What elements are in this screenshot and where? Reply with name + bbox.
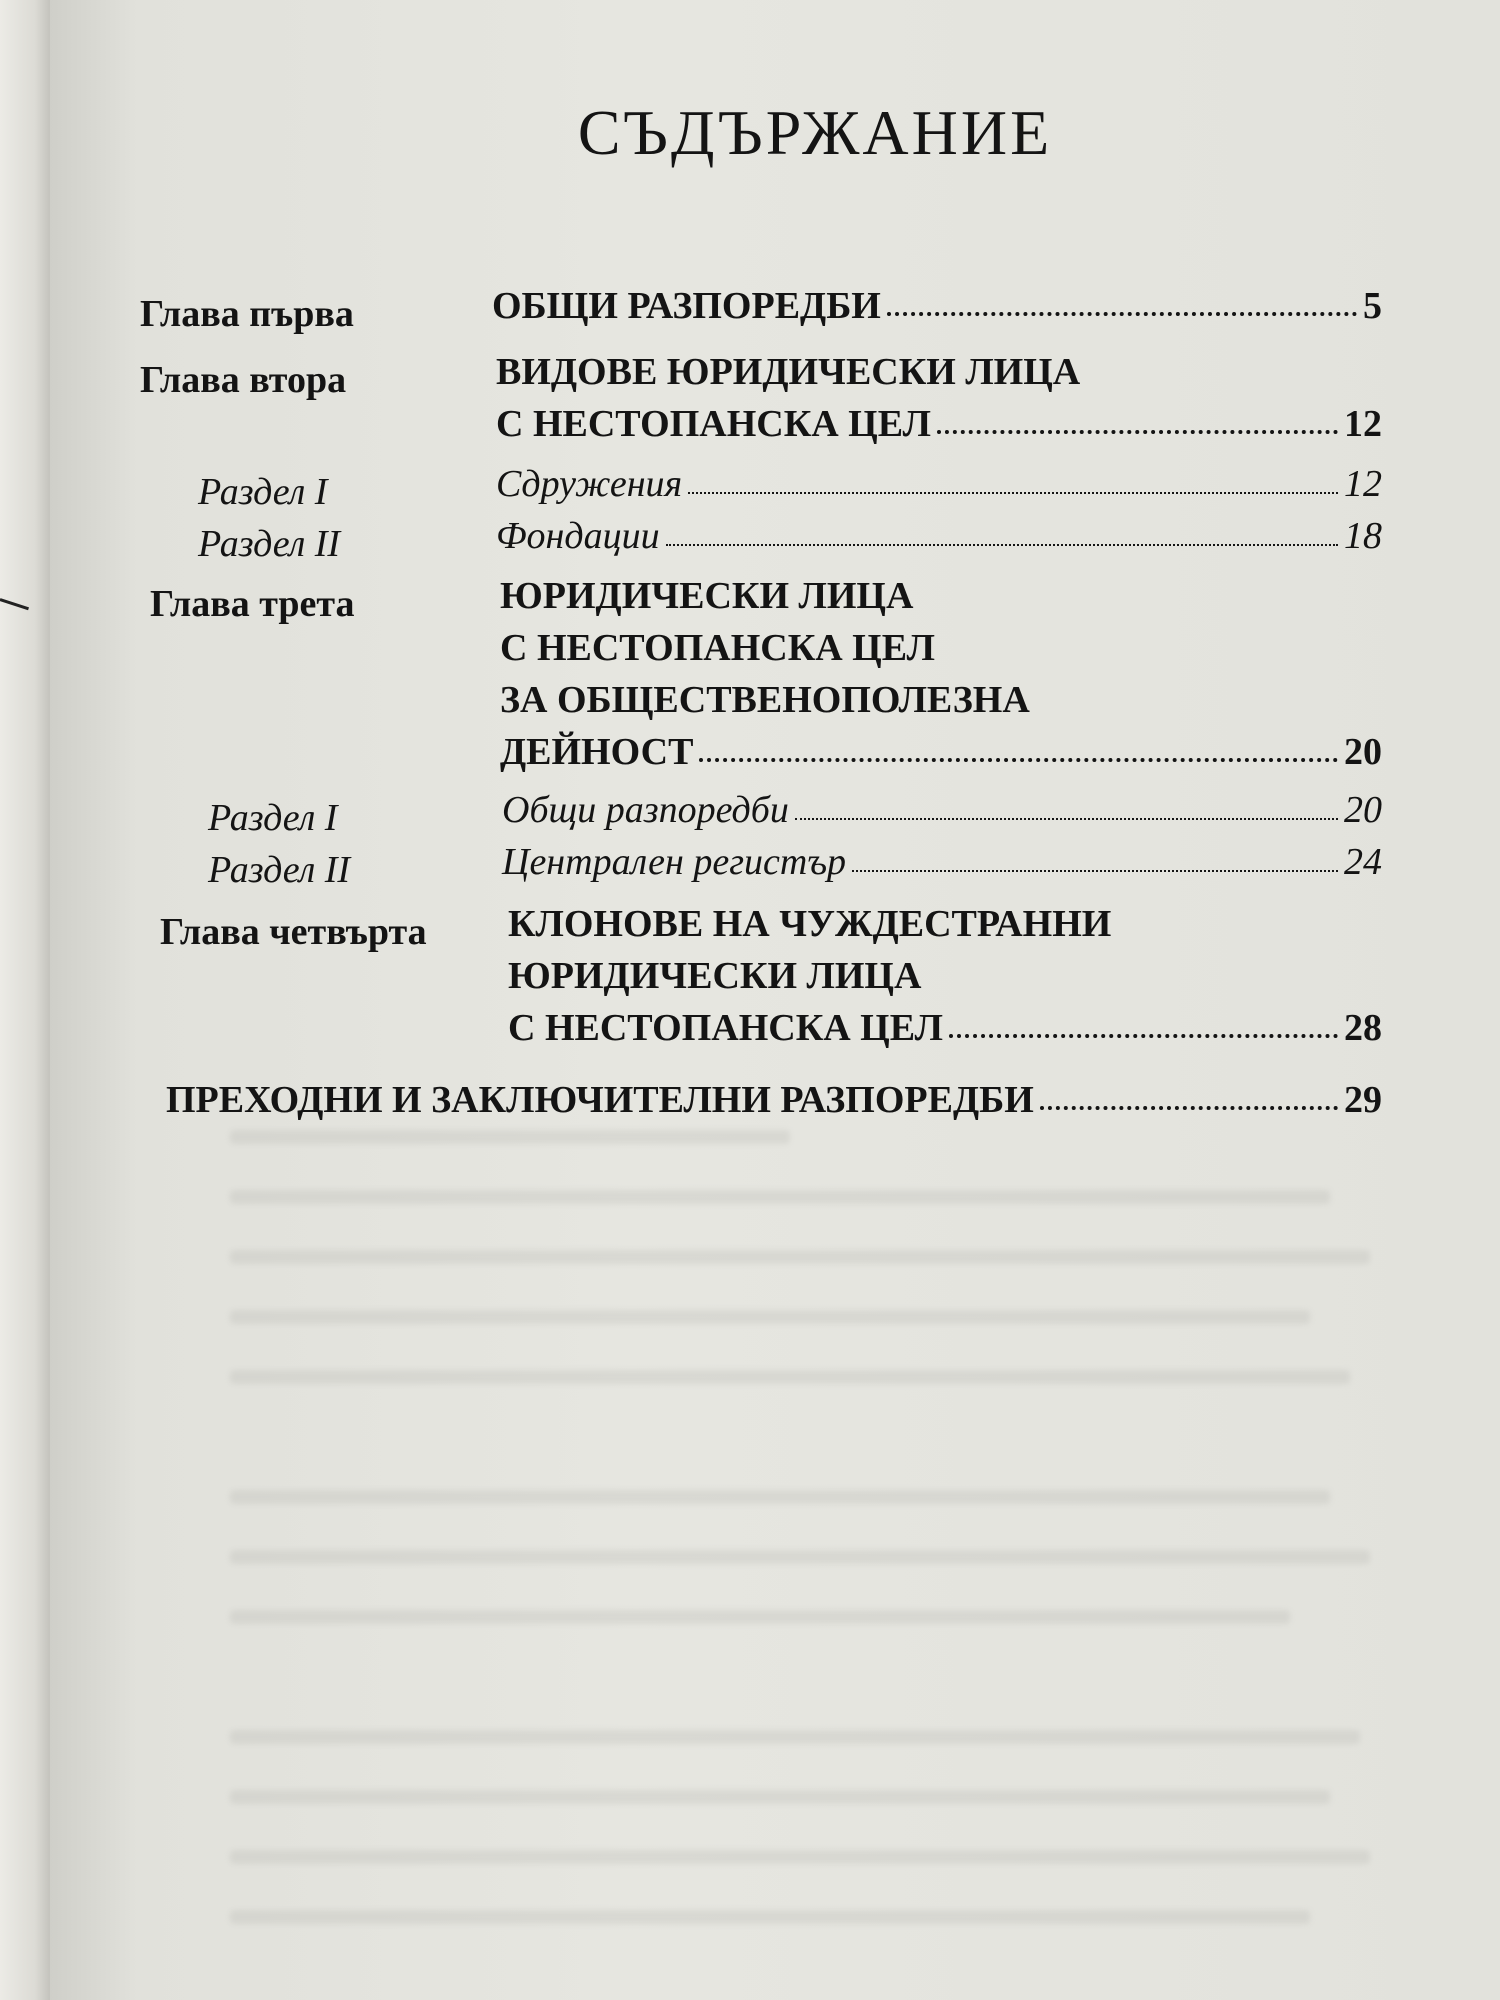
page-number: 20 <box>1344 789 1382 831</box>
dot-leader <box>666 544 1338 546</box>
entry-title-line: ЮРИДИЧЕСКИ ЛИЦА <box>508 955 922 997</box>
entry-title: Централен регистър <box>502 841 847 883</box>
page-number: 24 <box>1344 841 1382 883</box>
dot-leader <box>688 492 1338 494</box>
page-number: 5 <box>1363 285 1382 327</box>
page-number: 20 <box>1344 731 1382 773</box>
chapter-label: Глава първа <box>140 293 354 335</box>
entry-title: Фондации <box>496 515 660 557</box>
toc-entry <box>508 1006 1382 1050</box>
toc-entry <box>166 1078 1382 1122</box>
section-label: Раздел I <box>198 471 328 513</box>
page-number: 12 <box>1344 463 1382 505</box>
entry-title-line: С НЕСТОПАНСКА ЦЕЛ <box>500 627 935 669</box>
toc-entry <box>500 730 1382 774</box>
book-page <box>50 0 1500 2000</box>
entry-title: Общи разпоредби <box>502 789 789 831</box>
page-number: 18 <box>1344 515 1382 557</box>
dot-leader <box>887 312 1357 316</box>
page-number: 12 <box>1344 403 1382 445</box>
toc-entry <box>502 840 1382 884</box>
entry-title: ОБЩИ РАЗПОРЕДБИ <box>492 285 881 327</box>
entry-title-line: КЛОНОВЕ НА ЧУЖДЕСТРАННИ <box>508 903 1112 945</box>
page-number: 28 <box>1344 1007 1382 1049</box>
chapter-label: Глава втора <box>140 359 347 401</box>
entry-title: С НЕСТОПАНСКА ЦЕЛ <box>508 1007 943 1049</box>
dot-leader <box>852 870 1338 872</box>
entry-title-line: ВИДОВЕ ЮРИДИЧЕСКИ ЛИЦА <box>496 351 1081 393</box>
section-label: Раздел I <box>208 797 338 839</box>
toc-entry <box>496 402 1382 446</box>
dot-leader <box>1040 1106 1338 1110</box>
toc-entry <box>496 514 1382 558</box>
dot-leader <box>699 758 1338 762</box>
entry-title-line: ЗА ОБЩЕСТВЕНОПОЛЕЗНА <box>500 679 1030 721</box>
page-number: 29 <box>1344 1079 1382 1121</box>
chapter-label: Глава трета <box>150 583 355 625</box>
page-title: СЪДЪРЖАНИЕ <box>577 97 1053 168</box>
dot-leader <box>795 818 1338 820</box>
entry-title: Сдружения <box>496 463 683 505</box>
section-label: Раздел II <box>198 523 341 565</box>
entry-title: ДЕЙНОСТ <box>500 731 694 773</box>
entry-title-line: ЮРИДИЧЕСКИ ЛИЦА <box>500 575 914 617</box>
entry-title: ПРЕХОДНИ И ЗАКЛЮЧИТЕЛНИ РАЗПОРЕДБИ <box>166 1079 1034 1121</box>
dot-leader <box>949 1034 1338 1038</box>
entry-title: С НЕСТОПАНСКА ЦЕЛ <box>496 403 931 445</box>
page-edge <box>0 0 50 2000</box>
section-label: Раздел II <box>208 849 351 891</box>
toc-entry <box>496 462 1382 506</box>
toc-entry <box>492 284 1382 328</box>
pencil-mark <box>0 598 29 610</box>
dot-leader <box>937 430 1338 434</box>
toc-entry <box>502 788 1382 832</box>
chapter-label: Глава четвърта <box>160 911 427 953</box>
bleed-through-text <box>230 1110 1390 1990</box>
